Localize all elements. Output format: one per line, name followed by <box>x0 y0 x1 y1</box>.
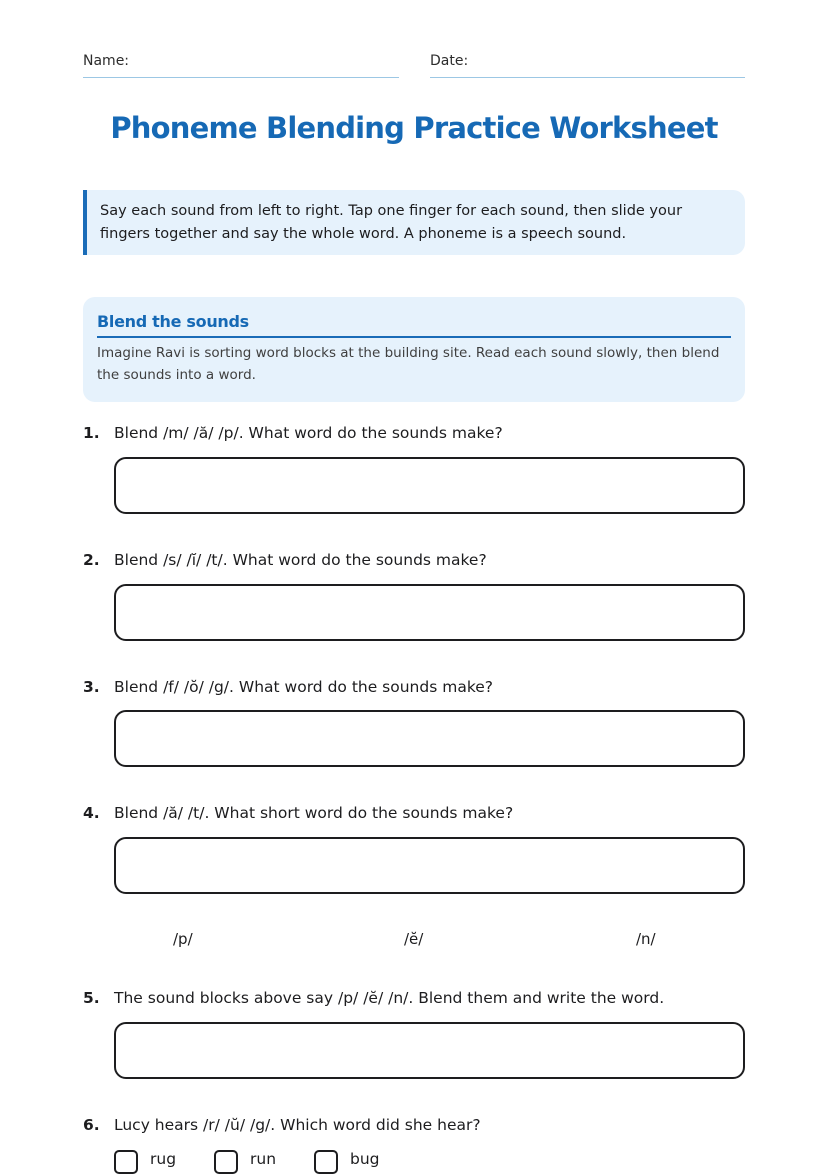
option-label: rug <box>150 1150 177 1168</box>
answer-box-4[interactable] <box>114 837 745 894</box>
section-heading: Blend the sounds <box>97 312 731 338</box>
checkbox[interactable] <box>314 1150 338 1174</box>
question-number: 5. <box>83 989 100 1007</box>
instructions-callout: Say each sound from left to right. Tap one finger for each sound, then slide your fingers together and say the whole word. A phoneme is a speech sound. <box>83 190 745 255</box>
question-text: Blend /f/ /ŏ/ /g/. What word do the sounds make? <box>114 678 494 696</box>
answer-box-5[interactable] <box>114 1022 745 1079</box>
question-text: Blend /ă/ /t/. What short word do the sounds make? <box>114 804 514 822</box>
sound-block: /p/ <box>173 930 193 948</box>
question-text: Blend /m/ /ă/ /p/. What word do the sounds make? <box>114 424 503 442</box>
section-box <box>83 297 745 402</box>
option-label: bug <box>350 1150 380 1168</box>
question-number: 2. <box>83 551 100 569</box>
question-number: 1. <box>83 424 100 442</box>
answer-box-1[interactable] <box>114 457 745 514</box>
question-number: 4. <box>83 804 100 822</box>
question-text: The sound blocks above say /p/ /ĕ/ /n/. Blend them and write the word. <box>114 989 665 1007</box>
sound-block: /n/ <box>636 930 656 948</box>
date-label: Date: <box>430 53 469 69</box>
page-title: Phoneme Blending Practice Worksheet <box>110 111 718 145</box>
section-text: Imagine Ravi is sorting word blocks at the building site. Read each sound slowly, then blend the sounds into a word. <box>97 345 720 383</box>
answer-box-2[interactable] <box>114 584 745 641</box>
date-field[interactable] <box>430 53 745 78</box>
option-label: run <box>250 1150 277 1168</box>
name-field[interactable] <box>83 53 399 78</box>
question-number: 6. <box>83 1116 100 1134</box>
question-number: 3. <box>83 678 100 696</box>
sound-block: /ĕ/ <box>404 930 424 948</box>
answer-box-3[interactable] <box>114 710 745 767</box>
question-text: Blend /s/ /ĭ/ /t/. What word do the sounds make? <box>114 551 487 569</box>
name-label: Name: <box>83 53 130 69</box>
checkbox[interactable] <box>214 1150 238 1174</box>
checkbox[interactable] <box>114 1150 138 1174</box>
question-text: Lucy hears /r/ /ŭ/ /g/. Which word did she hear? <box>114 1116 481 1134</box>
